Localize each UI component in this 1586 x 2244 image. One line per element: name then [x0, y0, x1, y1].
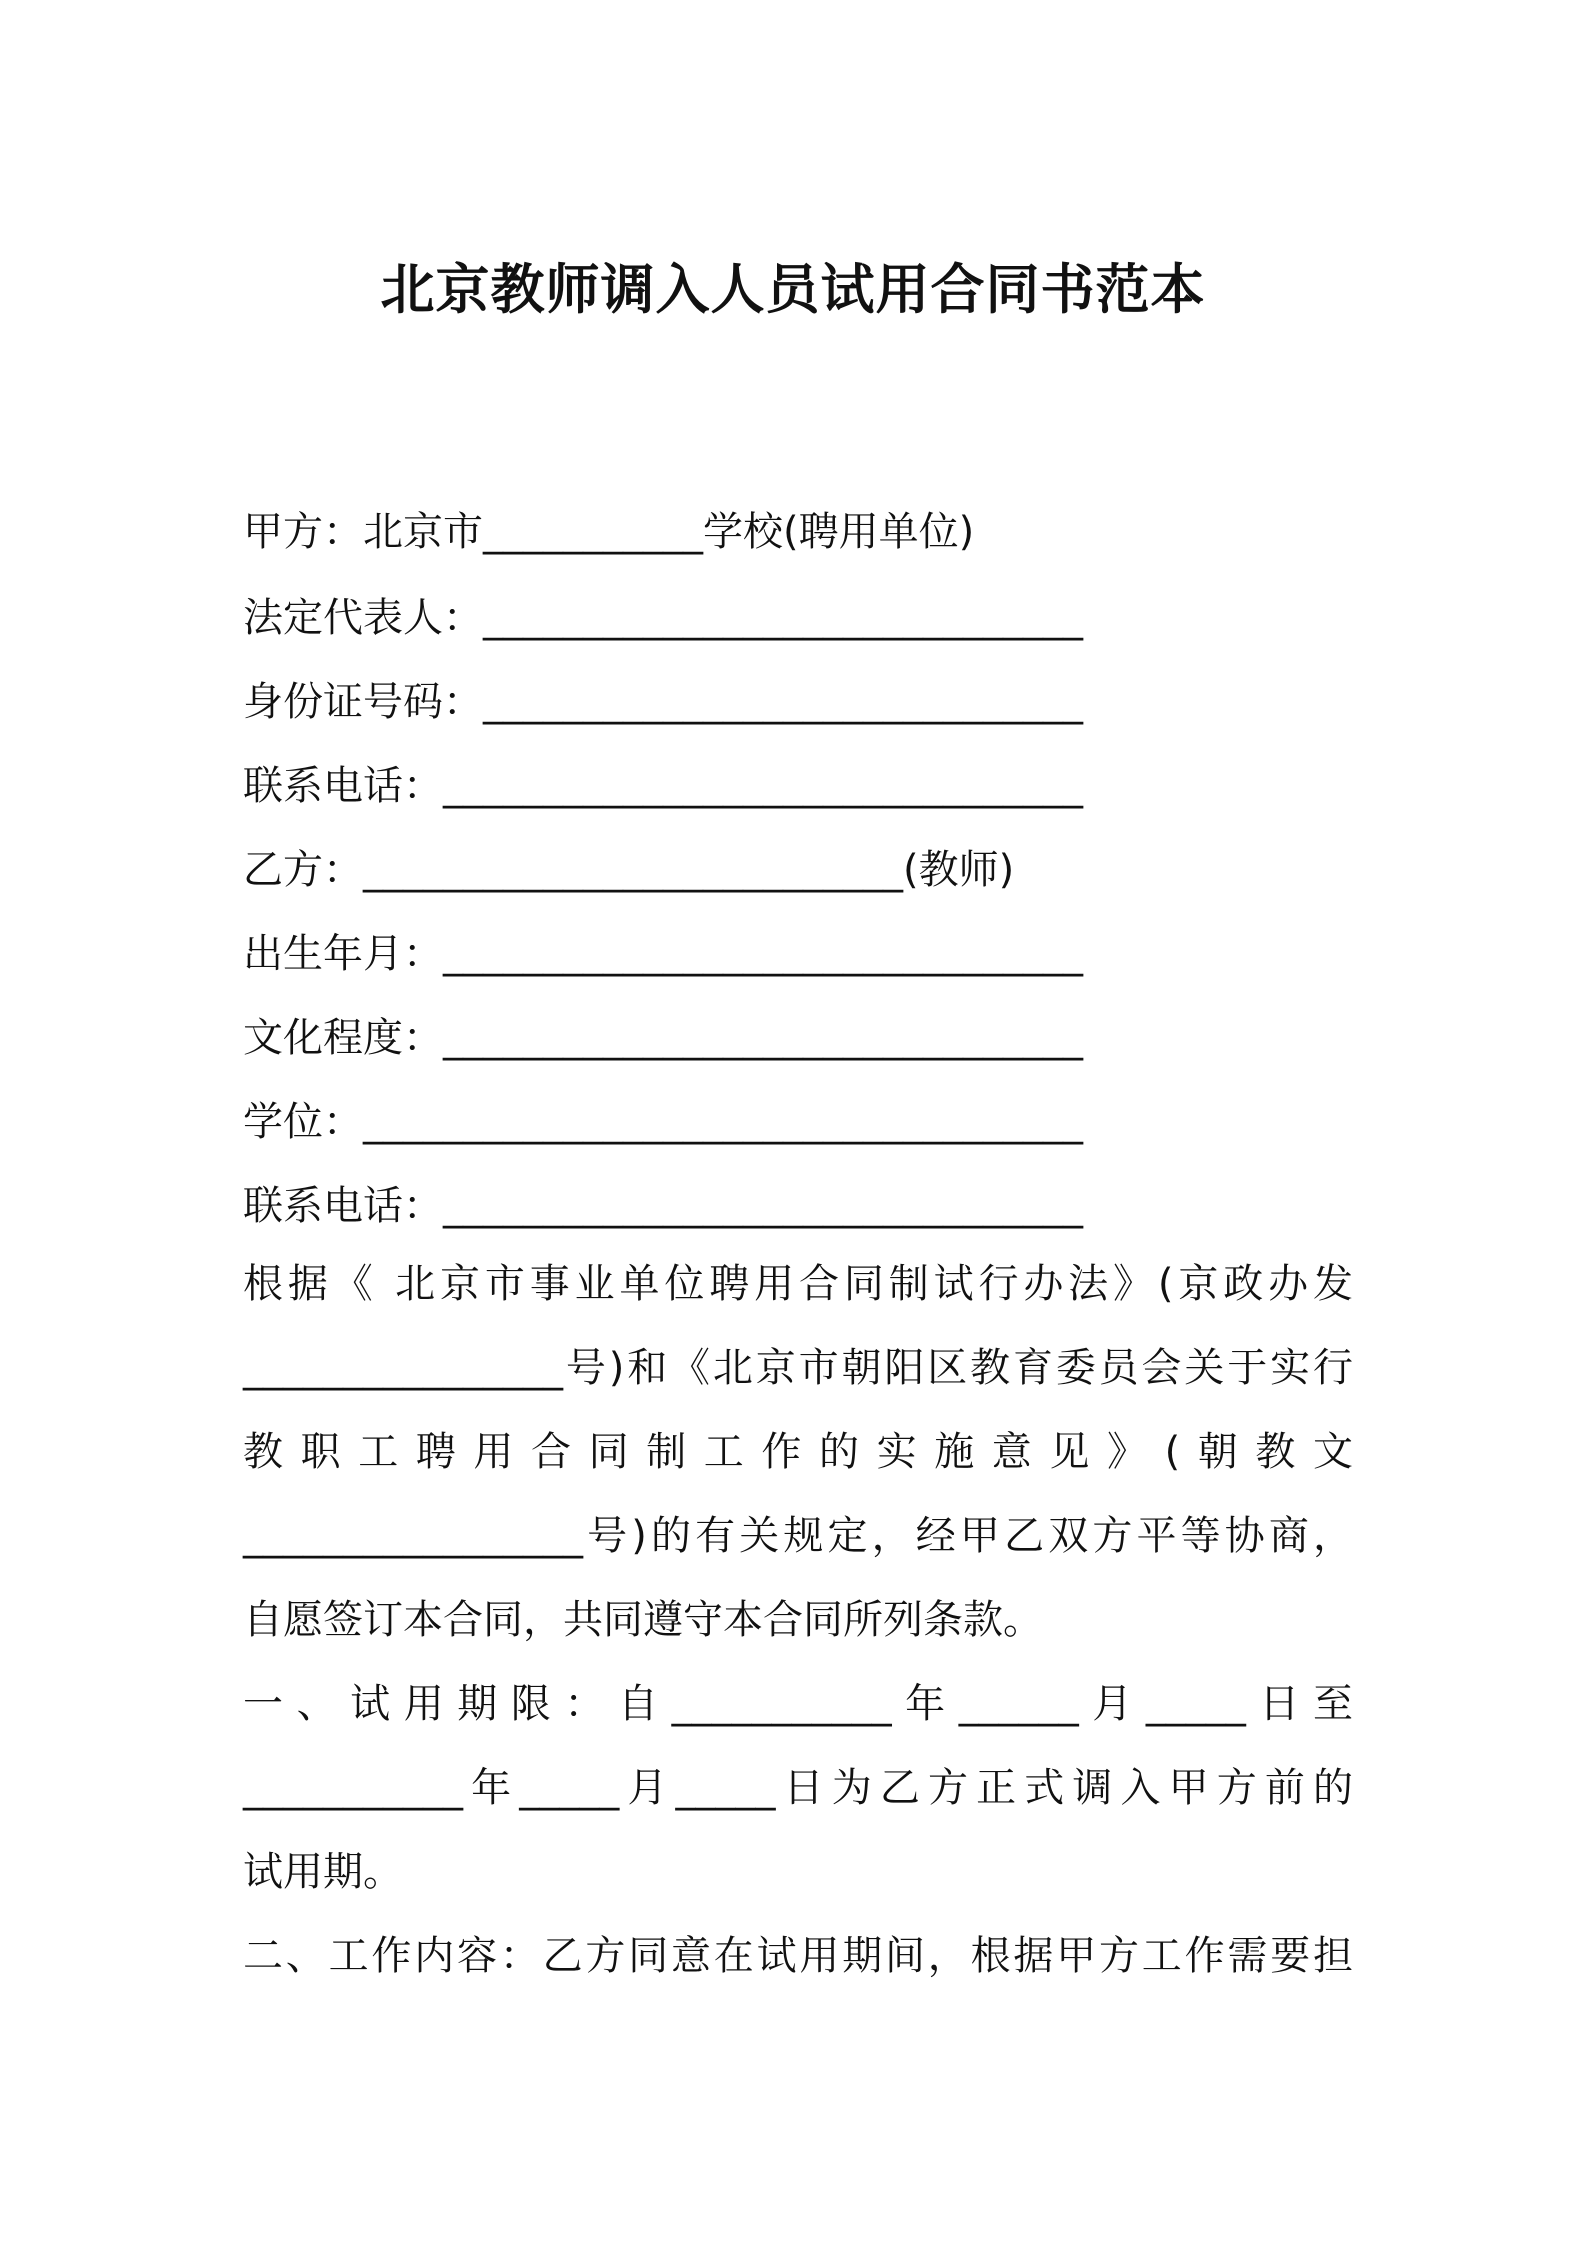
birth-date-field: 出生年月：________________________________	[243, 931, 1083, 977]
education-level-field: 文化程度：________________________________	[243, 1015, 1083, 1061]
degree-field: 学位：____________________________________	[243, 1099, 1083, 1145]
party-a-phone-field: 联系电话：________________________________	[243, 763, 1083, 809]
document-title: 北京教师调入人员试用合同书范本	[380, 258, 1206, 321]
clause-line: 试用期。	[243, 1849, 403, 1895]
legal-representative-field: 法定代表人：______________________________	[243, 595, 1083, 641]
clause-trial-period	[243, 1662, 1353, 1914]
party-b-phone-field: 联系电话：________________________________	[243, 1183, 1083, 1229]
preamble-line: 自愿签订本合同，共同遵守本合同所列条款。	[243, 1597, 1043, 1643]
preamble-paragraph	[243, 1242, 1353, 1662]
party-b-field: 乙方：___________________________(教师)	[243, 847, 1015, 893]
preamble-line: 教职工聘用合同制工作的实施意见》(朝教文	[243, 1429, 1353, 1475]
clause-line: ___________年_____月_____日为乙方正式调入甲方前的	[243, 1765, 1353, 1811]
clause-line: 一、试用期限：自___________年______月_____日至	[243, 1681, 1353, 1727]
clause-work-content	[243, 1914, 1353, 1998]
preamble-line: 根据《 北京市事业单位聘用合同制试行办法》(京政办发	[243, 1261, 1353, 1307]
party-a-field: 甲方：北京市___________学校(聘用单位)	[243, 509, 975, 555]
preamble-line: _________________号)的有关规定，经甲乙双方平等协商，	[243, 1513, 1353, 1559]
clause-line: 二、工作内容：乙方同意在试用期间，根据甲方工作需要担	[243, 1933, 1353, 1979]
preamble-line: ________________号)和《北京市朝阳区教育委员会关于实行	[243, 1345, 1353, 1391]
id-number-field: 身份证号码：______________________________	[243, 679, 1083, 725]
